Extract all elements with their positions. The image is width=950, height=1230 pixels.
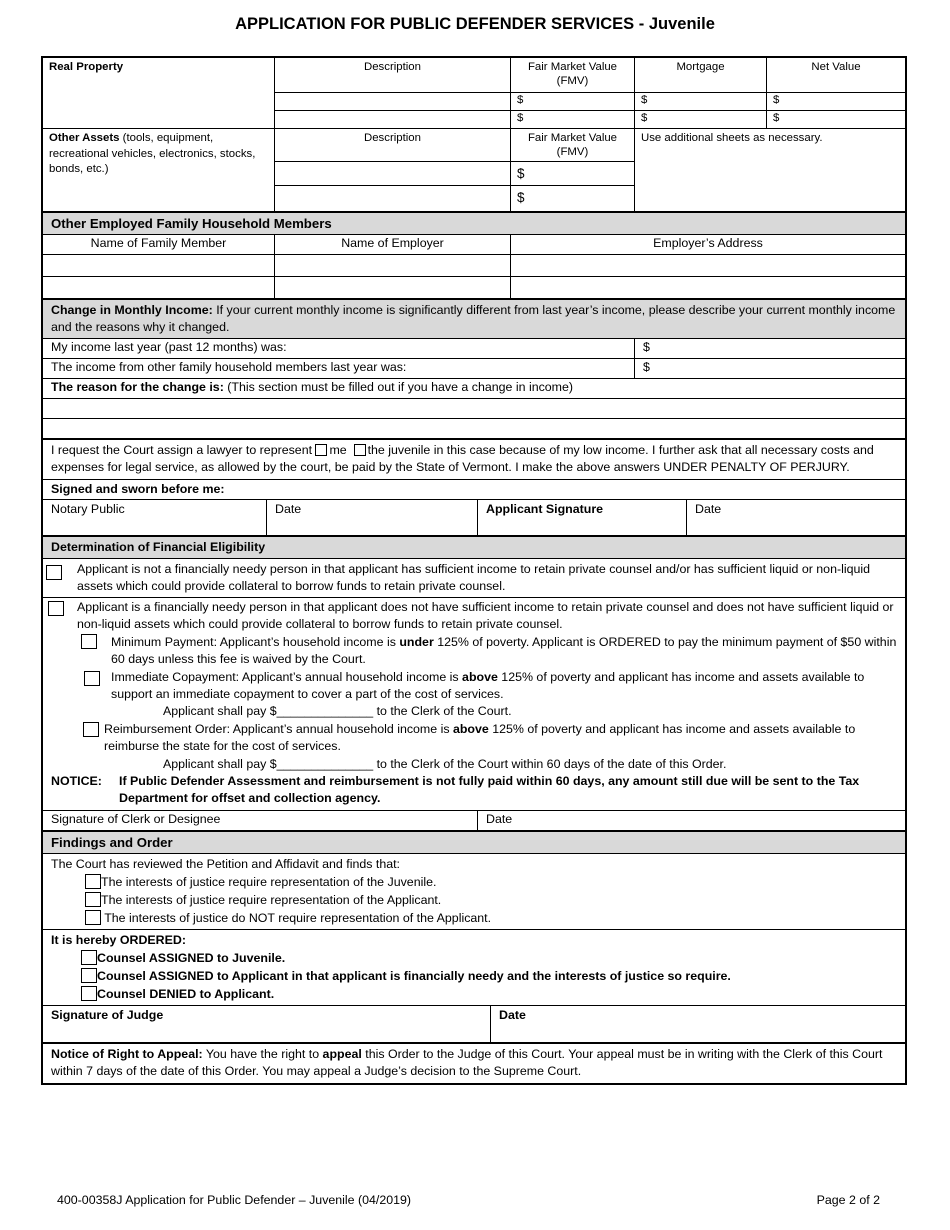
findings-heading: Findings and Order xyxy=(43,832,905,854)
employer-address-2[interactable] xyxy=(511,277,905,298)
real-property-net-1[interactable]: $ xyxy=(773,94,780,106)
family-member-name-1[interactable] xyxy=(43,255,275,276)
change-reason-label: The reason for the change is: (This section must be filled out if you have a change in income) xyxy=(51,380,574,394)
real-property-mortgage-1[interactable]: $ xyxy=(635,93,767,110)
employer-name-2[interactable] xyxy=(275,277,511,298)
not-needy-text: Applicant is not a financially needy person in that applicant has sufficient income to retain private counsel and/or has sufficient liquid or non-liquid assets which could provide collateral to borrow funds to retain private counsel. xyxy=(77,562,871,593)
notice-label: NOTICE: xyxy=(51,774,102,789)
order-juvenile: Counsel ASSIGNED to Juvenile. xyxy=(51,949,897,967)
not-needy-option xyxy=(43,559,905,598)
reimbursement-amount[interactable]: Applicant shall pay $______________ to the Clerk of the Court within 60 days of the date of this Order. xyxy=(163,756,727,771)
findings-list xyxy=(43,854,905,930)
income-last-year-label: My income last year (past 12 months) was: xyxy=(43,339,635,358)
appeal-notice: Notice of Right to Appeal: You have the right to appeal this Order to the Judge of this Court. Your appeal must be in writing with the Clerk of this Court within 7 days of the date of this Order. You may appeal a Judge’s decision to the Supreme Court. xyxy=(43,1043,905,1083)
not-needy-checkbox[interactable] xyxy=(46,565,62,580)
col-description: Description xyxy=(275,58,511,92)
applicant-signature-field[interactable]: Applicant Signature xyxy=(478,500,687,535)
immediate-copayment-option: Immediate Copayment: Applicant’s annual household income is above 125% of poverty and applicant has income and assets available to support an immediate copayment to cover a part of the cost of services. xyxy=(51,669,897,704)
real-property-mortgage-2[interactable]: $ xyxy=(635,111,767,128)
other-assets-fmv-2[interactable]: $ xyxy=(517,190,525,205)
finding-applicant: The interests of justice require representation of the Applicant. xyxy=(51,891,897,909)
other-assets-description-2[interactable] xyxy=(275,186,510,210)
notary-public-field[interactable]: Notary Public xyxy=(43,500,267,535)
request-section xyxy=(41,440,907,537)
needy-text: Applicant is a financially needy person in that applicant does not have sufficient income to retain private counsel and does not have sufficient liquid or non-liquid assets which could provide collateral to borrow funds to retain private counsel. xyxy=(77,600,894,632)
eligibility-heading: Determination of Financial Eligibility xyxy=(43,537,905,559)
applicant-date-field[interactable]: Date xyxy=(695,502,722,516)
immediate-copayment-checkbox[interactable] xyxy=(84,671,100,686)
judge-date-field[interactable]: Date xyxy=(499,1007,526,1022)
household-section xyxy=(41,213,907,300)
income-change-section xyxy=(41,300,907,440)
order-applicant: Counsel ASSIGNED to Applicant in that applicant is financially needy and the interests of justice so require. xyxy=(51,967,897,985)
finding-juvenile-checkbox[interactable] xyxy=(85,874,101,889)
notary-date-field[interactable]: Date xyxy=(267,500,478,535)
finding-juvenile: The interests of justice require representation of the Juvenile. xyxy=(51,873,897,891)
col-employer-address: Employer’s Address xyxy=(653,236,763,250)
col-employer: Name of Employer xyxy=(275,235,511,254)
represent-me-checkbox[interactable] xyxy=(315,444,327,456)
order-applicant-checkbox[interactable] xyxy=(81,968,97,983)
real-property-net-2[interactable]: $ xyxy=(773,112,780,124)
request-statement: I request the Court assign a lawyer to represent me the juvenile in this case because of my low income. I further ask that all necessary costs and expenses for legal service, as allowed by the court, be paid by the State of Vermont. I make the above answers UNDER PENALTY OF PERJURY. xyxy=(43,440,905,480)
col-net-value: Net Value xyxy=(811,61,861,73)
real-property-fmv-2[interactable]: $ xyxy=(511,111,635,128)
needy-checkbox[interactable] xyxy=(48,601,64,616)
income-last-year-input[interactable]: $ xyxy=(643,340,650,354)
judge-signature-field[interactable]: Signature of Judge xyxy=(43,1006,491,1042)
order-juvenile-checkbox[interactable] xyxy=(81,950,97,965)
order-list xyxy=(43,930,905,1006)
application-form xyxy=(41,56,907,1085)
other-assets-col-description: Description xyxy=(275,129,510,162)
col-mortgage: Mortgage xyxy=(635,58,767,92)
employer-name-1[interactable] xyxy=(275,255,511,276)
immediate-copayment-amount[interactable]: Applicant shall pay $______________ to the Clerk of the Court. xyxy=(163,704,512,719)
finding-not-required-checkbox[interactable] xyxy=(85,910,101,925)
minimum-payment-option: Minimum Payment: Applicant’s household income is under 125% of poverty. Applicant is ORDERED to pay the minimum payment of $50 within 60 days unless this fee is waived by the Court. xyxy=(51,634,897,669)
col-family-member: Name of Family Member xyxy=(43,235,275,254)
reimbursement-checkbox[interactable] xyxy=(83,722,99,737)
finding-not-required: The interests of justice do NOT require representation of the Applicant. xyxy=(51,909,897,927)
footer-form-id: 400-00358J Application for Public Defender – Juvenile (04/2019) xyxy=(57,1193,412,1207)
findings-section xyxy=(41,832,907,1085)
household-heading: Other Employed Family Household Members xyxy=(43,213,905,235)
real-property-label: Real Property xyxy=(43,58,275,128)
findings-intro: The Court has reviewed the Petition and Affidavit and finds that: xyxy=(51,856,400,871)
household-income-input[interactable]: $ xyxy=(643,360,650,374)
finding-applicant-checkbox[interactable] xyxy=(85,892,101,907)
signed-sworn-label: Signed and sworn before me: xyxy=(43,480,905,500)
clerk-signature-field[interactable]: Signature of Clerk or Designee xyxy=(43,811,478,830)
change-reason-line-2[interactable] xyxy=(43,419,905,438)
minimum-payment-checkbox[interactable] xyxy=(81,634,97,649)
other-assets-description-1[interactable] xyxy=(275,162,510,186)
col-fmv: Fair Market Value (FMV) xyxy=(511,58,635,92)
reimbursement-option: Reimbursement Order: Applicant’s annual household income is above 125% of poverty and applicant has income and assets available to reimburse the state for the cost of services. xyxy=(51,721,897,756)
other-assets-label: Other Assets (tools, equipment, recreational vehicles, electronics, stocks, bonds, etc.) xyxy=(43,129,275,211)
notice xyxy=(51,773,897,808)
ordered-label: It is hereby ORDERED: xyxy=(51,932,186,947)
household-income-label: The income from other family household members last year was: xyxy=(43,359,635,378)
change-reason-line-1[interactable] xyxy=(43,399,905,418)
clerk-date-field[interactable]: Date xyxy=(486,811,513,826)
represent-juvenile-checkbox[interactable] xyxy=(354,444,366,456)
other-assets-fmv-1[interactable]: $ xyxy=(511,162,634,186)
additional-sheets-note: Use additional sheets as necessary. xyxy=(641,132,823,144)
footer-page-number: Page 2 of 2 xyxy=(816,1193,880,1207)
real-property-description-2[interactable] xyxy=(275,111,511,128)
family-member-name-2[interactable] xyxy=(43,277,275,298)
other-assets-col-fmv: Fair Market Value (FMV) xyxy=(511,129,634,162)
eligibility-section xyxy=(41,537,907,832)
order-denied-checkbox[interactable] xyxy=(81,986,97,1001)
income-change-instructions: Change in Monthly Income: If your current monthly income is significantly different from last year’s income, please describe your current monthly income and the reasons why it changed. xyxy=(43,300,905,339)
needy-option xyxy=(43,598,905,811)
real-property-fmv-1[interactable]: $ xyxy=(511,93,635,110)
property-section xyxy=(41,56,907,213)
real-property-description-1[interactable] xyxy=(275,93,511,110)
order-denied: Counsel DENIED to Applicant. xyxy=(51,985,897,1003)
employer-address-1[interactable] xyxy=(511,255,905,276)
notice-text: If Public Defender Assessment and reimbursement is not fully paid within 60 days, any amount still due will be sent to the Tax Department for offset and collection agency. xyxy=(119,774,860,806)
page-title: APPLICATION FOR PUBLIC DEFENDER SERVICES - Juvenile xyxy=(235,15,715,33)
